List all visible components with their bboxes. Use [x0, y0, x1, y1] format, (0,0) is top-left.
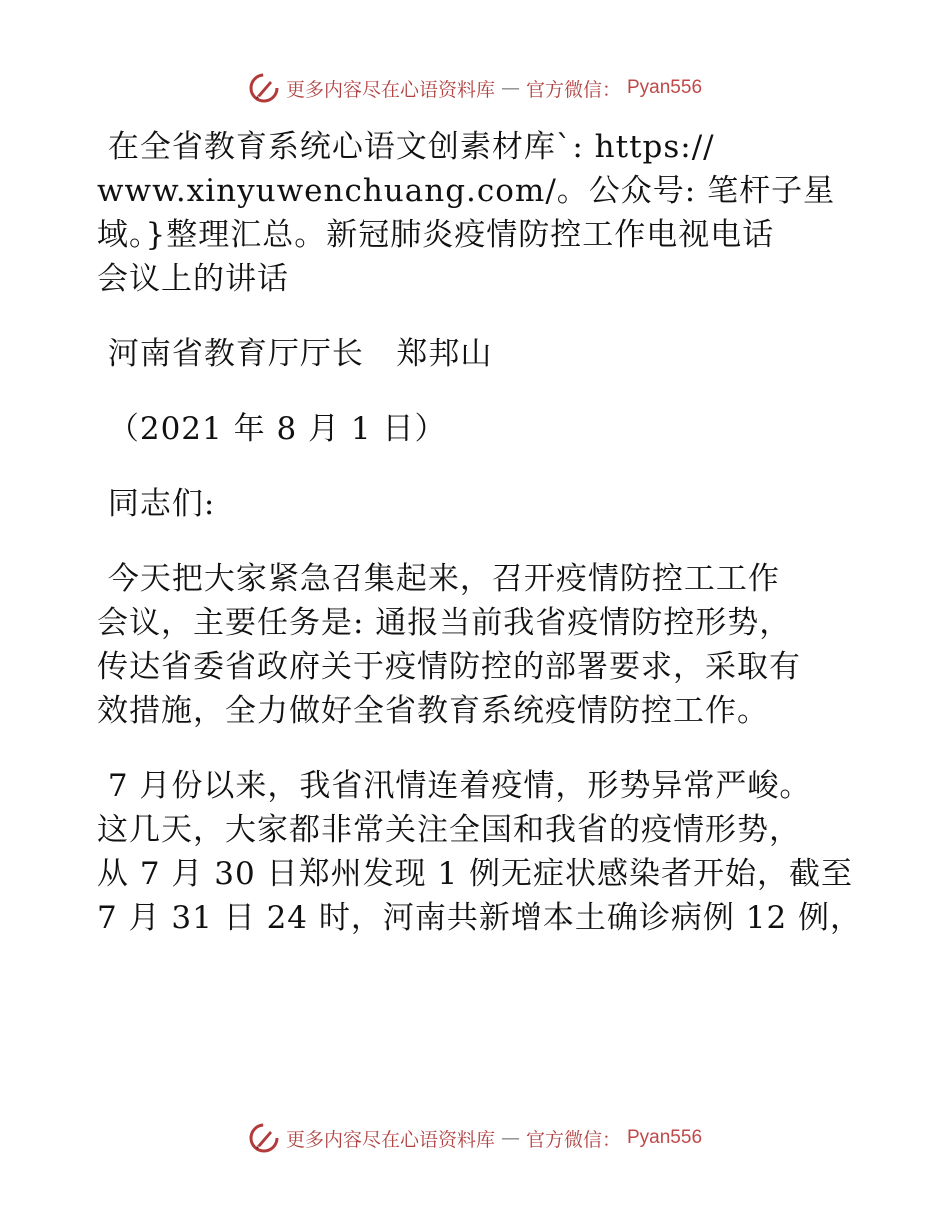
- footer-watermark: [0, 1122, 950, 1154]
- watermark-wechat-label: 官方微信：: [525, 1128, 621, 1151]
- paragraph-line: 从 7 月 30 日郑州发现 1 例无症状感染者开始，截至: [97, 856, 854, 892]
- header-watermark: [0, 72, 950, 104]
- intro-paragraph: [97, 125, 867, 301]
- paragraph-1: [97, 557, 867, 733]
- salutation: 同志们:: [97, 486, 216, 522]
- watermark-text: 更多内容尽在心语资料库: [285, 78, 495, 101]
- paragraph-line: 传达省委省政府关于疫情防控的部署要求，采取有: [97, 649, 801, 685]
- intro-line: 会议上的讲话: [97, 261, 289, 297]
- watermark-separator: —: [500, 1127, 520, 1149]
- paragraph-2: [97, 764, 867, 940]
- intro-line: 在全省教育系统心语文创素材库`: https://: [97, 129, 715, 165]
- paragraph-line: 7 月 31 日 24 时，河南共新增本土确诊病例 12 例，: [97, 900, 863, 936]
- quill-swirl-logo-icon: [248, 1122, 280, 1154]
- paragraph-line: 今天把大家紧急召集起来，召开疫情防控工工作: [97, 561, 780, 597]
- speaker-line: 河南省教育厅厅长 郑邦山: [97, 336, 493, 372]
- paragraph-line: 效措施，全力做好全省教育系统疫情防控工作。: [97, 693, 769, 729]
- watermark-wechat-id: Pyan556: [627, 77, 703, 98]
- watermark-separator: —: [500, 77, 520, 99]
- intro-line: 域。}整理汇总。新冠肺炎疫情防控工作电视电话: [97, 217, 775, 253]
- quill-swirl-logo-icon: [248, 72, 280, 104]
- watermark-wechat-id: Pyan556: [627, 1127, 703, 1148]
- date-line: （2021 年 8 月 1 日）: [97, 411, 447, 447]
- paragraph-line: 会议，主要任务是: 通报当前我省疫情防控形势，: [97, 605, 792, 641]
- watermark-wechat-label: 官方微信：: [525, 78, 621, 101]
- watermark-text: 更多内容尽在心语资料库: [285, 1128, 495, 1151]
- document-body: [97, 125, 867, 940]
- paragraph-line: 这几天，大家都非常关注全国和我省的疫情形势，: [97, 812, 801, 848]
- paragraph-line: 7 月份以来，我省汛情连着疫情，形势异常严峻。: [97, 768, 812, 804]
- intro-line: www.xinyuwenchuang.com/。公众号: 笔杆子星: [97, 173, 836, 209]
